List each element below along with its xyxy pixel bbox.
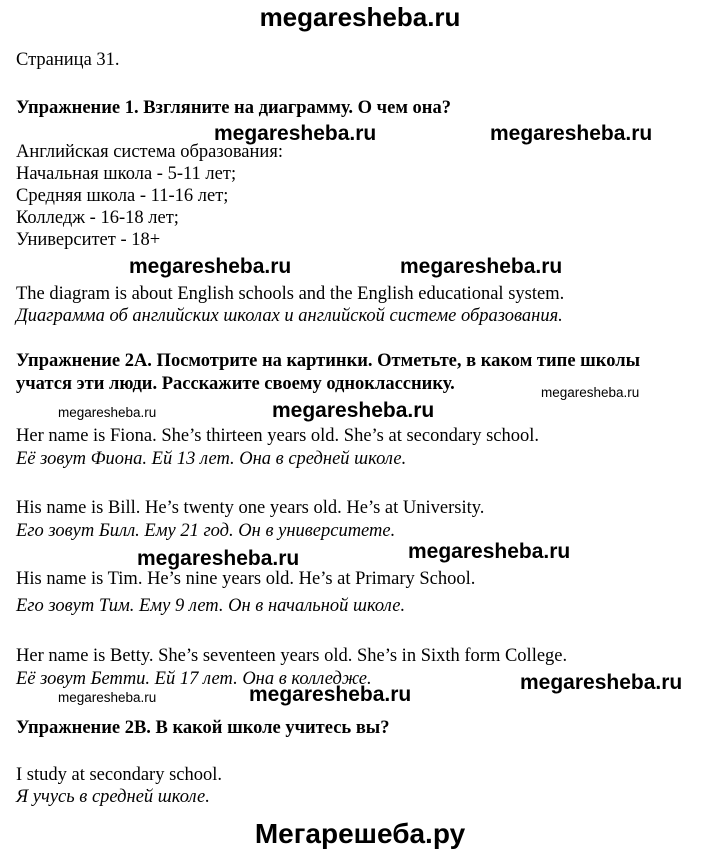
exercise-1-heading: Упражнение 1. Взгляните на диаграмму. О чем она? — [16, 98, 451, 118]
list-item: Начальная школа - 5-11 лет; — [16, 164, 237, 184]
list-item: Английская система образования: — [16, 142, 283, 162]
exercise-1-answer-en: The diagram is about English schools and the English educational system. — [16, 284, 565, 304]
list-item: Средняя школа - 11-16 лет; — [16, 186, 229, 206]
watermark: megaresheba.ru — [58, 405, 157, 420]
watermark: megaresheba.ru — [408, 540, 571, 563]
exercise-2b-answer-ru: Я учусь в средней школе. — [16, 787, 210, 807]
exercise-2b-answer-en: I study at secondary school. — [16, 765, 223, 785]
watermark: megaresheba.ru — [272, 399, 435, 422]
person-bill-en: His name is Bill. He’s twenty one years old. He’s at University. — [16, 498, 485, 518]
heading-line: Упражнение 2А. Посмотрите на картинки. Отметьте, в каком типе школы — [16, 351, 641, 371]
list-item: Колледж - 16-18 лет; — [16, 208, 179, 228]
person-tim-en: His name is Tim. He’s nine years old. He’s at Primary School. — [16, 569, 476, 589]
page-label: Страница 31. — [16, 50, 120, 70]
person-tim-ru: Его зовут Тим. Ему 9 лет. Он в начальной школе. — [16, 596, 406, 616]
watermark: megaresheba.ru — [137, 547, 300, 570]
watermark: megaresheba.ru — [129, 255, 292, 278]
watermark: megaresheba.ru — [249, 683, 412, 706]
footer-title: Мегарешеба.ру — [254, 818, 466, 849]
watermark: megaresheba.ru — [541, 385, 640, 400]
person-fiona-ru: Её зовут Фиона. Ей 13 лет. Она в средней школе. — [16, 449, 407, 469]
watermark: megaresheba.ru — [214, 122, 377, 145]
person-betty-en: Her name is Betty. She’s seventeen years old. She’s in Sixth form College. — [16, 646, 568, 666]
watermark: megaresheba.ru — [58, 690, 157, 705]
person-betty-ru: Её зовут Бетти. Ей 17 лет. Она в колледже. — [16, 669, 372, 689]
watermark: megaresheba.ru — [520, 671, 683, 694]
watermark: megaresheba.ru — [490, 122, 653, 145]
heading-line: учатся эти люди. Расскажите своему однокласснику. — [16, 374, 455, 394]
education-system-list — [16, 141, 283, 251]
person-fiona-en: Her name is Fiona. She’s thirteen years old. She’s at secondary school. — [16, 426, 540, 446]
site-title: megaresheba.ru — [259, 2, 461, 32]
list-item: Университет - 18+ — [16, 230, 161, 250]
exercise-2b-heading: Упражнение 2B. В какой школе учитесь вы? — [16, 718, 390, 738]
exercise-1-answer-ru: Диаграмма об английских школах и английской системе образования. — [16, 306, 563, 326]
person-bill-ru: Его зовут Билл. Ему 21 год. Он в университете. — [16, 521, 396, 541]
watermark: megaresheba.ru — [400, 255, 563, 278]
